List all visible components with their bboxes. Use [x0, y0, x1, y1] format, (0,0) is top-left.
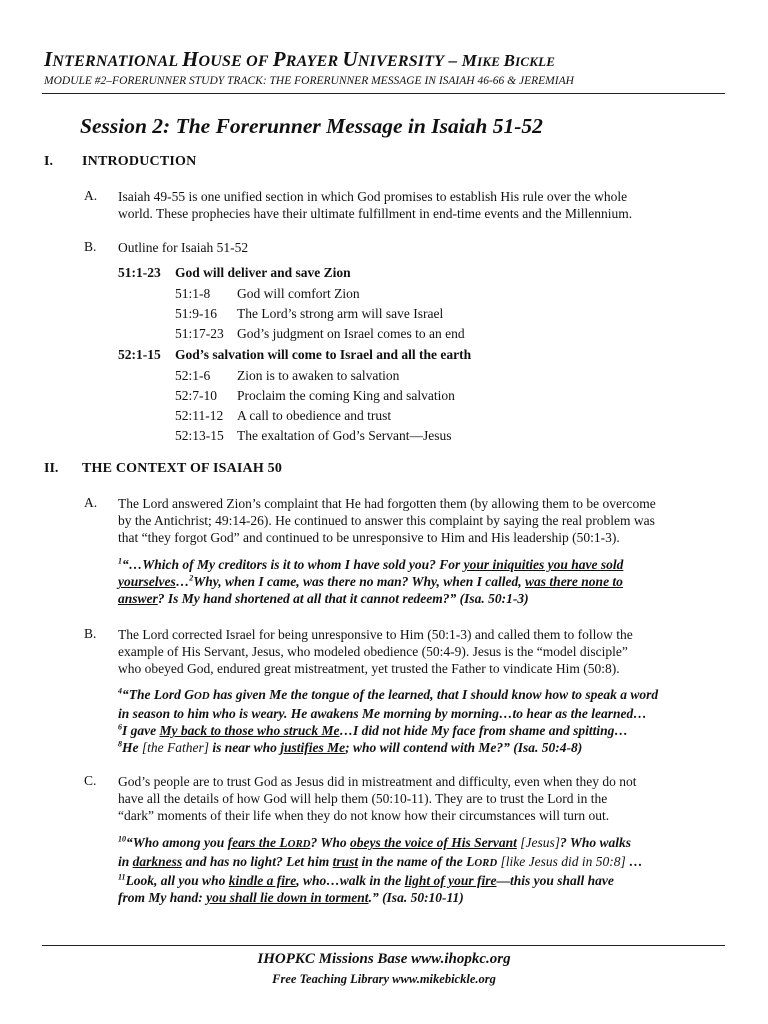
item-letter: C.	[84, 773, 97, 788]
text-line: The Lord answered Zion’s complaint that He had forgotten them (by allowing them to be overcome	[118, 496, 656, 511]
footer-rule	[42, 945, 725, 946]
section-heading: INTRODUCTION	[82, 154, 197, 169]
quote-line: in darkness and has no light? Let him trust in the name of the LORD [like Jesus did in 50:8] …	[118, 854, 643, 869]
text-line: that “they forgot God” and continued to be unresponsive to Him and His leadership (50:1-3).	[118, 530, 620, 545]
outline-text: A call to obedience and trust	[237, 408, 392, 423]
scripture-quote	[118, 834, 724, 906]
quote-line: $^8$He [the Father] is near who justifies Me; who will contend with Me?” (Isa. 50:4-8)	[118, 739, 583, 755]
quote-line: answer? Is My hand shortened at all that it cannot redeem?” (Isa. 50:1-3)	[118, 591, 529, 606]
text-line: who obeyed God, endured great mistreatment, yet trusted the Father to vindicate Him (50:8).	[118, 661, 620, 676]
text-line: God’s people are to trust God as Jesus did in mistreatment and difficulty, even when they do not	[118, 774, 637, 789]
outline-text: God’s salvation will come to Israel and all the earth	[175, 347, 472, 362]
footer-line-2: Free Teaching Library www.mikebickle.org	[272, 972, 496, 986]
item-letter: A.	[84, 495, 98, 510]
paragraph	[118, 188, 722, 222]
quote-line: yourselves…$^2$Why, when I came, was there no man? Why, when I called, was there none to	[118, 573, 623, 589]
item-letter: B.	[84, 239, 97, 254]
quote-line: $^{11}$Look, all you who kindle a fire, who…walk in the light of your fire—this you shall have	[118, 872, 614, 888]
outline-text: Zion is to awaken to salvation	[237, 368, 400, 383]
paragraph	[118, 495, 722, 546]
section-number: I.	[44, 154, 53, 169]
outline-text: God will comfort Zion	[237, 286, 360, 301]
outline-ref: 52:13-15	[175, 428, 224, 443]
quote-line: $^{10}$“Who among you fears the LORD? Who obeys the voice of His Servant [Jesus]? Who walks	[118, 834, 631, 850]
page-title: Session 2: The Forerunner Message in Isaiah 51-52	[80, 114, 543, 138]
outline-text: God will deliver and save Zion	[175, 265, 351, 280]
text-line: The Lord corrected Israel for being unresponsive to Him (50:1-3) and called them to follow the	[118, 627, 633, 642]
header-title: INTERNATIONAL HOUSE OF PRAYER UNIVERSITY – MIKE BICKLE	[44, 47, 556, 71]
outline-ref: 51:1-23	[118, 265, 161, 280]
text-line: example of His Servant, Jesus, who modeled obedience (50:4-9). Jesus is the “model disciple”	[118, 644, 628, 659]
outline-text: The Lord’s strong arm will save Israel	[237, 306, 444, 321]
outline-ref: 51:17-23	[175, 326, 224, 341]
section-number: II.	[44, 461, 59, 476]
quote-line: $^6$I gave My back to those who struck Me…I did not hide My face from shame and spitting…	[118, 722, 628, 738]
paragraph	[118, 626, 722, 677]
text-line: by the Antichrist; 49:14-26). He continued to answer this complaint by saying the real problem was	[118, 513, 655, 528]
scripture-quote	[118, 686, 724, 756]
text-line: Isaiah 49-55 is one unified section in which God promises to establish His rule over the whole	[118, 189, 628, 204]
quote-line: $^4$“The Lord GOD has given Me the tongue of the learned, that I should know how to speak a word	[118, 686, 659, 702]
quote-line: from My hand: you shall lie down in torment.” (Isa. 50:10-11)	[118, 890, 464, 905]
outline-ref: 52:7-10	[175, 388, 217, 403]
footer-line-1: IHOPKC Missions Base www.ihopkc.org	[257, 951, 511, 967]
outline-ref: 52:11-12	[175, 408, 224, 423]
outline-ref: 51:1-8	[175, 286, 211, 301]
outline-ref: 51:9-16	[175, 306, 217, 321]
item-letter: B.	[84, 626, 97, 641]
quote-line: $^1$“…Which of My creditors is it to whom I have sold you? For your iniquities you have sold	[118, 556, 624, 572]
quote-line: in season to him who is weary. He awakens Me morning by morning…to hear as the learned…	[118, 706, 647, 721]
header-rule	[42, 93, 725, 94]
section-heading: THE CONTEXT OF ISAIAH 50	[82, 461, 283, 476]
header-subtitle: MODULE #2–FORERUNNER STUDY TRACK: THE FORERUNNER MESSAGE IN ISAIAH 46-66 & JEREMIAH	[44, 75, 574, 87]
outline-text: God’s judgment on Israel comes to an end	[237, 326, 465, 341]
paragraph	[118, 773, 722, 824]
item-letter: A.	[84, 188, 98, 203]
text-line: world. These prophecies have their ultimate fulfillment in end-time events and the Millennium.	[118, 206, 633, 221]
outline-text: The exaltation of God’s Servant—Jesus	[237, 428, 452, 443]
outline-text: Proclaim the coming King and salvation	[237, 388, 455, 403]
outline-ref: 52:1-6	[175, 368, 211, 383]
paragraph: Outline for Isaiah 51-52	[118, 240, 249, 255]
scripture-quote	[118, 556, 724, 607]
text-line: have all the details of how God will help them (50:10-11). They are to trust the Lord in the	[118, 791, 608, 806]
outline-ref: 52:1-15	[118, 347, 161, 362]
text-line: “dark” moments of their life when they do not know how their circumstances will turn out.	[118, 808, 610, 823]
